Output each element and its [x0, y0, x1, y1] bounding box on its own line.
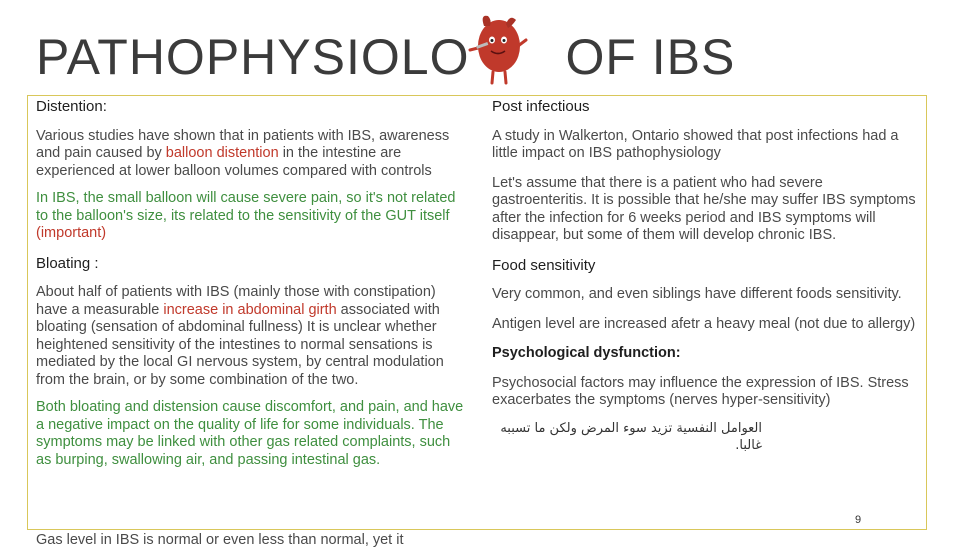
distention-paragraph-1: [36, 128, 466, 181]
bloating-p1-text-a: About half of patients with IBS (mainly those with constipation) have a measurable: [36, 284, 436, 318]
page-number: 9: [855, 514, 862, 526]
left-column: [36, 98, 466, 469]
distention-p1-text-a: Various studies have shown that in patients with IBS, awareness and pain caused by: [36, 127, 450, 161]
distention-p2-text: In IBS, the small balloon will cause severe pain, so it's not related to the balloon's size, its related to the sensitivity of the GUT itself: [36, 190, 456, 224]
bloating-p1-text-b: associated with bloating (sensation of abdominal fullness) It is unclear whether heightened sensitivity of the intestines to normal sensations is mediated by the local GI nervous system, by central modulation from the brain, or by some combination of the two.: [36, 301, 444, 388]
distention-heading: Distention:: [36, 98, 107, 115]
food-sensitivity-heading: Food sensitivity: [492, 256, 596, 274]
food-sensitivity-paragraph-2: Antigen level are increased afetr a heavy meal (not due to allergy): [492, 315, 916, 332]
psychological-arabic-note: العوامل النفسية تزيد سوء المرض ولكن ما تسببه غالبا.: [500, 420, 762, 453]
distention-p1-text-b: in the intestine are experienced at lower balloon volumes compared with controls: [36, 145, 432, 179]
cut-off-text: Gas level in IBS is normal or even less than normal, yet it: [36, 532, 404, 548]
bloating-paragraph-2: Both bloating and distension cause discomfort, and pain, and have a negative impact on the quality of life for some individuals. The symptoms may be linked with other gas related complaints, such as burping, swallowing air, and passing intestinal gas.: [36, 399, 464, 468]
psychological-heading: Psychological dysfunction:: [492, 345, 681, 361]
food-sensitivity-paragraph-1: Very common, and even siblings have different foods sensitivity.: [492, 286, 902, 302]
title-part-2: OF IBS: [565, 29, 736, 85]
post-infectious-paragraph-1: A study in Walkerton, Ontario showed that post infections had a little impact on IBS pathophysiology: [492, 127, 899, 161]
distention-p2-important: (important): [36, 225, 107, 241]
bloating-heading: Bloating :: [36, 254, 99, 272]
post-infectious-paragraph-2: Let's assume that there is a patient who had severe gastroenteritis. It is possible that he/she may suffer IBS symptoms after the infection for 6 weeks period and IBS symptoms will disappear, but some of them will develop chronic IBS.: [492, 174, 916, 243]
right-column: [492, 98, 917, 455]
bloating-paragraph-1: [36, 284, 466, 389]
stomach-mascot-icon: [466, 10, 532, 86]
psychological-paragraph-1: Psychosocial factors may influence the expression of IBS. Stress exacerbates the symptoms (nerves hyper-sensitivity): [492, 374, 909, 408]
slide-title: [36, 28, 735, 86]
distention-p1-highlight: balloon distention: [165, 145, 279, 161]
post-infectious-heading: Post infectious: [492, 98, 590, 115]
distention-paragraph-2: [36, 190, 466, 243]
bloating-p1-highlight: increase in abdominal girth: [163, 301, 337, 318]
title-part-1: PATHOPHYSIOLO: [36, 29, 470, 85]
